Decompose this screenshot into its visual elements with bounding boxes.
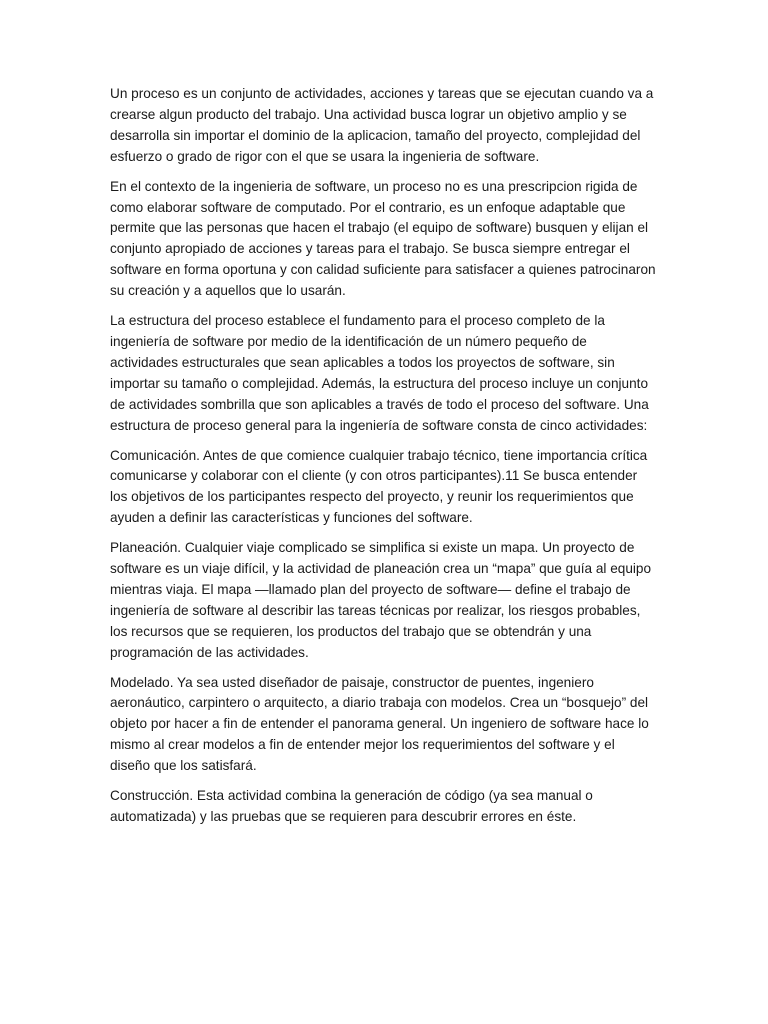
- paragraph-estructura-proceso: La estructura del proceso establece el fundamento para el proceso completo de la ingeniería de software por medio de la identificación de un número pequeño de actividades estructurales que sean aplicables a todos los proyectos de software, sin importar su tamaño o complejidad. Además, la estructura del proceso incluye un conjunto de actividades sombrilla que son aplicables a través de todo el proceso del software. Una estructura de proceso general para la ingeniería de software consta de cinco actividades:: [110, 313, 649, 433]
- paragraph-contexto: En el contexto de la ingenieria de software, un proceso no es una prescripcion rigida de como elaborar software de computado. Por el contrario, es un enfoque adaptable que permite que las personas que hacen el trabajo (el equipo de software) busquen y elijan el conjunto apropiado de acciones y tareas para el trabajo. Se busca siempre entregar el software en forma oportuna y con calidad suficiente para satisfacer a quienes patrocinaron su creación y a aquellos que lo usarán.: [110, 178, 656, 299]
- paragraph-planeacion: Planeación. Cualquier viaje complicado se simplifica si existe un mapa. Un proyecto de software es un viaje difícil, y la actividad de planeación crea un “mapa” que guía al equipo mientras viaja. El mapa —llamado plan del proyecto de software— define el trabajo de ingeniería de software al describir las tareas técnicas por realizar, los riesgos probables, los recursos que se requieren, los productos del trabajo que se obtendrán y una programación de las actividades.: [110, 540, 652, 660]
- paragraph-comunicacion: Comunicación. Antes de que comience cualquier trabajo técnico, tiene importancia crítica comunicarse y colaborar con el cliente (y con otros participantes).11 Se busca entender los objetivos de los participantes respecto del proyecto, y reunir los requerimientos que ayuden a definir las características y funciones del software.: [110, 447, 648, 526]
- paragraph-construccion: Construcción. Esta actividad combina la generación de código (ya sea manual o automatizada) y las pruebas que se requieren para descubrir errores en éste.: [110, 788, 593, 824]
- paragraph-modelado: Modelado. Ya sea usted diseñador de paisaje, constructor de puentes, ingeniero aeronáutico, carpintero o arquitecto, a diario trabaja con modelos. Crea un “bosquejo” del objeto por hacer a fin de entender el panorama general. Un ingeniero de software hace lo mismo al crear modelos a fin de entender mejor los requerimientos del software y el diseño que los satisfará.: [110, 674, 649, 774]
- document-body: [110, 84, 658, 837]
- paragraph-proceso-definicion: Un proceso es un conjunto de actividades, acciones y tareas que se ejecutan cuando va a crearse algun producto del trabajo. Una actividad busca lograr un objetivo amplio y se desarrolla sin importar el dominio de la aplicacion, tamaño del proyecto, complejidad del esfuerzo o grado de rigor con el que se usara la ingenieria de software.: [110, 86, 654, 164]
